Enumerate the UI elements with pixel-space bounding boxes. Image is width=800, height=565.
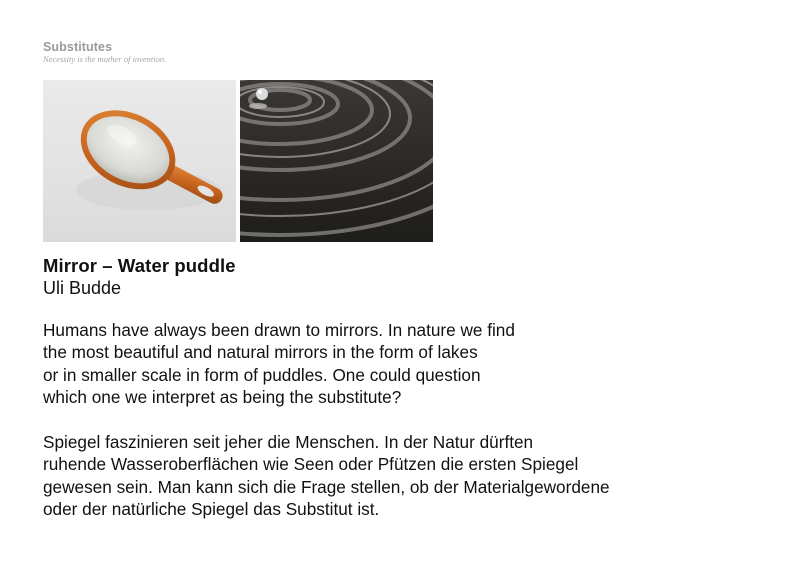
text-line: or in smaller scale in form of puddles. One could question <box>43 364 481 385</box>
text-line: which one we interpret as being the substitute? <box>43 386 402 407</box>
text-line: the most beautiful and natural mirrors in the form of lakes <box>43 342 478 363</box>
hand-mirror-icon <box>43 80 236 242</box>
image-pair <box>43 80 433 242</box>
brand-title: Substitutes <box>43 40 113 54</box>
entry-author: Uli Budde <box>43 278 122 298</box>
entry-title: Mirror – Water puddle <box>43 255 236 276</box>
water-ripple-icon <box>240 80 433 242</box>
page-header <box>43 40 166 64</box>
water-ripple-image <box>240 80 433 242</box>
hand-mirror-image <box>43 80 236 242</box>
description-german <box>43 431 610 520</box>
text-line: Spiegel faszinieren seit jeher die Menschen. In der Natur dürften <box>43 432 534 452</box>
text-line: Humans have always been drawn to mirrors. In nature we find <box>43 320 515 340</box>
description-english <box>43 319 515 408</box>
text-line: gewesen sein. Man kann sich die Frage stellen, ob der Materialgewordene <box>43 476 610 497</box>
text-line: oder der natürliche Spiegel das Substitut ist. <box>43 498 380 519</box>
brand-tagline: Necessity is the mother of invention. <box>43 54 167 64</box>
text-line: ruhende Wasseroberflächen wie Seen oder Pfützen die ersten Spiegel <box>43 454 579 475</box>
